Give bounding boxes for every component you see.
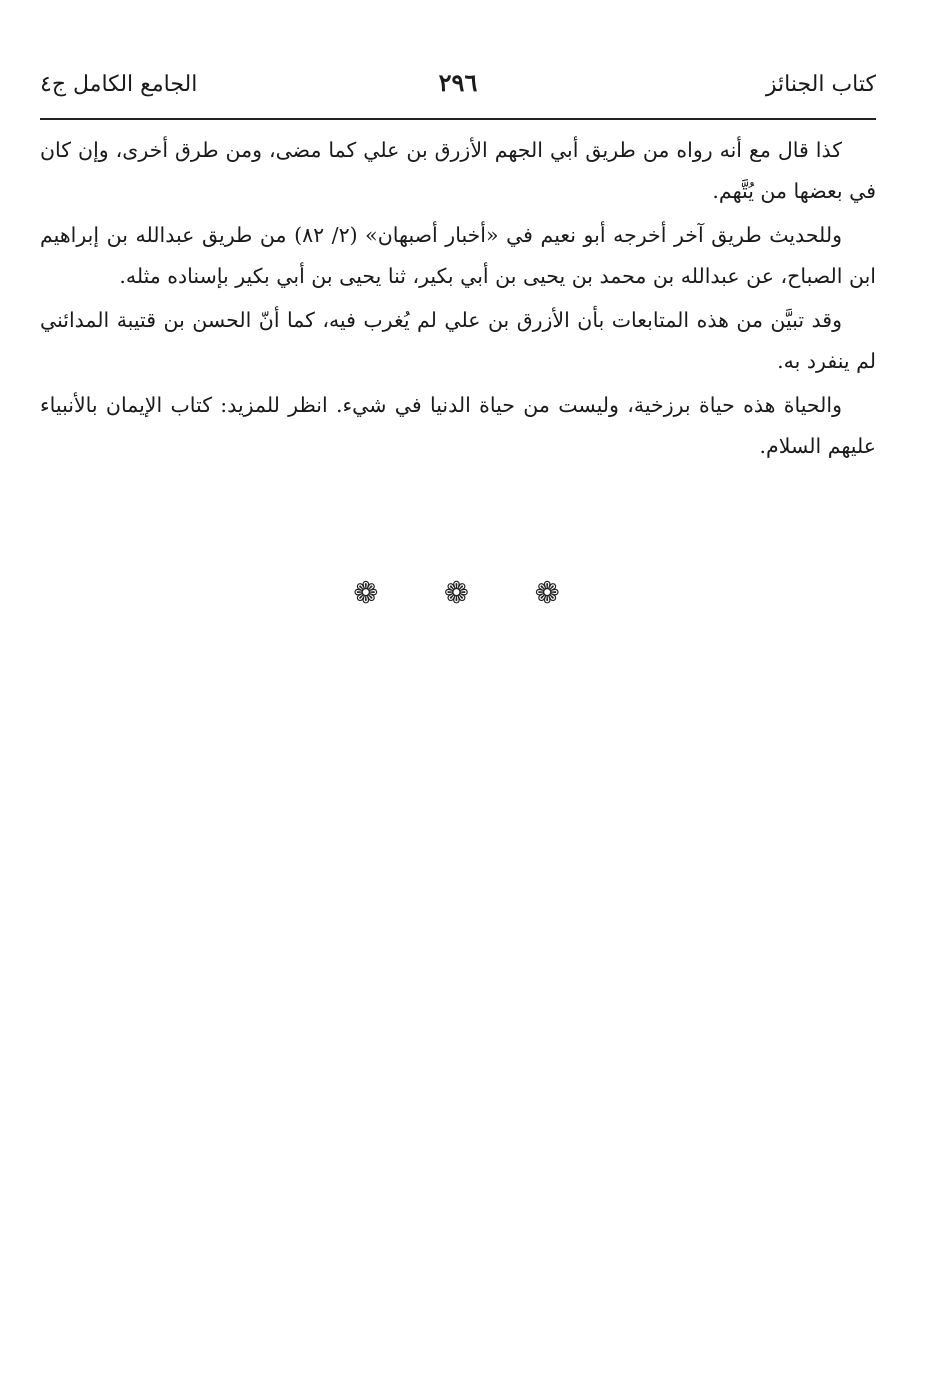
flower-ornament-icon: ❁ <box>353 576 407 611</box>
page-header <box>40 68 876 108</box>
paragraph: وقد تبيَّن من هذه المتابعات بأن الأزرق بن علي لم يُغرب فيه، كما أنّ الحسن بن قتيبة المدائني لم ينفرد به. <box>40 308 876 373</box>
paragraph: كذا قال مع أنه رواه من طريق أبي الجهم الأزرق بن علي كما مضى، ومن طرق أخرى، وإن كان في بعضها من يُتَّهم. <box>40 138 876 203</box>
page-body <box>40 130 876 470</box>
page-number: ٢٩٦ <box>438 68 478 97</box>
chapter-title: كتاب الجنائز <box>765 72 876 97</box>
paragraph: والحياة هذه حياة برزخية، وليست من حياة الدنيا في شيء. انظر للمزيد: كتاب الإيمان بالأنبياء عليهم السلام. <box>40 393 876 458</box>
paragraph: وللحديث طريق آخر أخرجه أبو نعيم في «أخبار أصبهان» (٢/ ٨٢) من طريق عبدالله بن إبراهيم ابن الصباح، عن عبدالله بن محمد بن يحيى بن أبي بكير، ثنا يحيى بن أبي بكير بإسناده مثله. <box>40 223 876 288</box>
section-end-ornaments <box>0 576 941 611</box>
header-divider <box>40 118 876 120</box>
book-title: الجامع الكامل ج٤ <box>40 72 198 97</box>
flower-ornament-icon: ❁ <box>443 576 498 611</box>
flower-ornament-icon: ❁ <box>534 576 588 611</box>
